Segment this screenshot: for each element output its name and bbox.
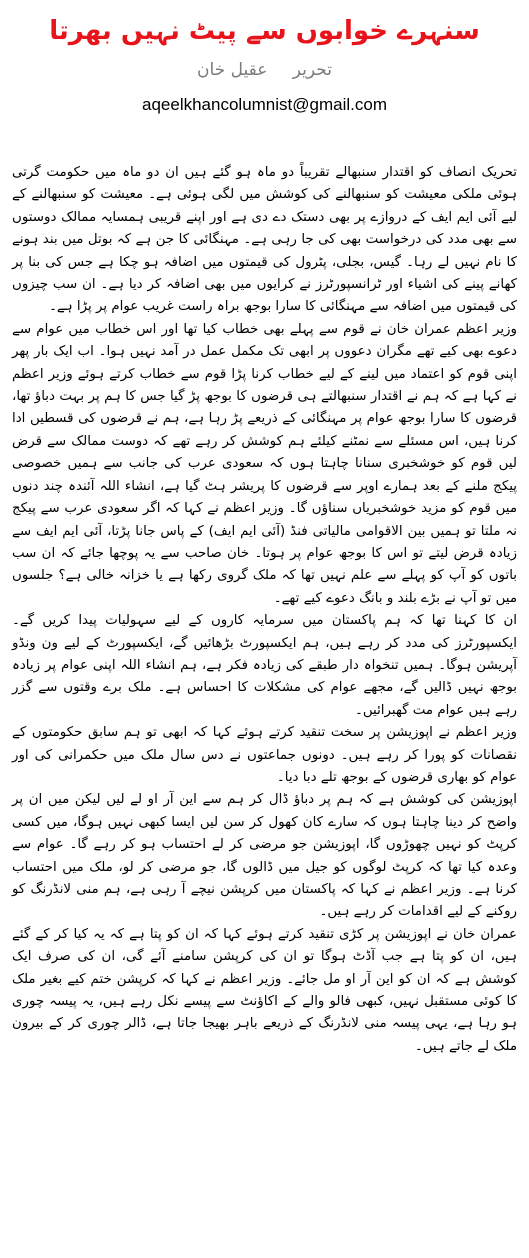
paragraph: ان کا کہنا تھا کہ ہم پاکستان میں سرمایہ کاروں کے لیے سہولیات پیدا کریں گے۔ ایکسپورٹرز کی مدد کر رہے ہیں، ہم ایکسپورٹ بڑھائیں گے، ایکسپورٹ کے لیے ون ونڈو آپریشن ہوگا۔ ہمیں تنخواہ دار طبقے کی زیادہ فکر ہے، ہم انشاء اللہ اپنی عوام پر زیادہ بوجھ نہیں ڈالیں گے، مجھے عوام کی مشکلات کا احساس ہے۔ ملک برے وقتوں سے گزر رہے ہیں عوام مت گھبرائیں۔	[12, 613, 517, 718]
paragraph: وزیر اعظم نے اپوزیشن پر سخت تنقید کرتے ہوئے کہا کہ ابھی تو ہم سابق حکومتوں کے نقصانات کو پورا کر رہے ہیں۔ دونوں جماعتوں نے دس سال ملک میں حکمرانی کی اور عوام کو بھاری قرضوں کے بوجھ تلے دبا دیا۔	[12, 725, 517, 785]
paragraph: تحریک انصاف کو اقتدار سنبھالے تقریباً دو ماہ ہو گئے ہیں ان دو ماہ میں حکومت گرتی ہوئی ملکی معیشت کو سنبھالنے کی کوشش میں لگی ہوئی ہے۔ معیشت کو سنبھالنے کے لیے آئی ایم ایف کے دروازے پر بھی دستک دے دی ہے اور اپنے قریبی ہمسایہ ممالک دوستوں سے بھی مدد کی درخواست بھی کی جا رہی ہے۔ مہنگائی کا جن ہے کہ بوتل میں بند ہونے کا نام نہیں لے رہا۔ گیس، بجلی، پٹرول کی قیمتوں میں اضافہ ہو چکا ہے جس کی بنا پر کھانے پینے کی اشیاء اور ٹرانسپورٹرز نے کرایوں میں بھی اضافہ کر دیا ہے۔ ان سب چیزوں کی قیمتوں میں اضافہ سے مہنگائی کا سارا بوجھ براہ راست غریب عوام پر پڑا ہے۔	[12, 165, 517, 315]
byline	[12, 54, 517, 86]
article-title: سنہرے خوابوں سے پیٹ نہیں بھرتا	[49, 16, 480, 46]
article-body	[12, 162, 517, 1058]
byline-label: تحریر	[292, 60, 332, 80]
paragraph: عمران خان نے اپوزیشن پر کڑی تنقید کرتے ہوئے کہا کہ ان کو پتا ہے کہ یہ کیا کر کے گئے ہیں، ان کو پتا ہے جب آڈٹ ہوگا تو ان کی کرپشن سامنے آئے گی، ان کی صرف ایک کوشش ہے کہ ان کو این آر او مل جائے۔ وزیر اعظم نے کہا کہ کرپشن ختم کیے بغیر ملک کا کوئی مستقبل نہیں، کبھی فالو والے کے اکاؤنٹ سے پیسے نکل رہے ہیں، یہ پیسہ چوری ہو رہا ہے، یہی پیسہ منی لانڈرنگ کے ذریعے باہر بھیجا جاتا ہے، ڈالر چوری کر کے بیرون ملک لے جاتے ہیں۔	[12, 926, 517, 1054]
author-email[interactable]: aqeelkhancolumnist@gmail.com	[142, 95, 387, 114]
paragraph: وزیر اعظم عمران خان نے قوم سے پہلے بھی خطاب کیا تھا اور اس خطاب میں عوام سے دعوے بھی کیے تھے مگران دعووں پر ابھی تک مکمل عمل در آمد نہیں ہوا۔ اب ایک بار پھر اپنی قوم کو اعتماد میں لینے کے لیے خطاب کرنا پڑا قوم سے خطاب کرتے ہوئے وزیر اعظم نے کہا ہے کہ ہم نے اقتدار سنبھالتے ہی قرضوں کا بوجھ پڑ گیا جس کا ہم پر بہت دباؤ تھا، قرضوں کا سارا بوجھ عوام پر مہنگائی کے ذریعے پڑ رہا ہے، ہم نے قرضوں کی قسطیں ادا کرنا ہیں، اس مسئلے سے نمٹنے کیلئے ہم کوشش کر رہے تھے کہ دوست ممالک سے قرض لیں قوم کو خوشخبری سنانا چاہتا ہوں کہ سعودی عرب کی جانب سے ہمیں خصوصی پیکج ملنے کے بعد ہمارے اوپر سے قرضوں کا پریشر ہٹ گیا ہے، انشاء اللہ آئندہ چند دنوں میں قوم کو مزید خوشخبریاں سناؤں گا۔ وزیر اعظم نے کہا کہ اگر سعودی عرب سے پیکج نہ ملتا تو ہمیں بین الاقوامی مالیاتی فنڈ (آئی ایم ایف) کے پاس جانا پڑتا، آئی ایم ایف سے زیادہ قرض لیتے تو اس کا بوجھ عوام پر ہوتا۔ خان صاحب سے یہ پوچھا جائے کہ ان سب باتوں کو آپ کو پہلے سے علم نہیں تھا کہ ملک گروی رکھا ہے یا خزانہ خالی ہے؟ جلسوں میں تو آپ نے بڑے بلند و بانگ دعوے کیے تھے۔	[12, 321, 517, 606]
paragraph: اپوزیشن کی کوشش ہے کہ ہم پر دباؤ ڈال کر ہم سے این آر او لے لیں لیکن میں ان پر واضح کر دینا چاہتا ہوں کہ سارے کان کھول کر سن لیں ایسا کبھی نہیں ہوگا، میں کسی کرپٹ کو نہیں چھوڑوں گا، اپوزیشن جو مرضی کر لے احتساب ہو کر رہے گا۔ عوام سے وعدہ کیا تھا کہ کرپٹ لوگوں کو جیل میں ڈالوں گا، جو مرضی کر لو، ملک میں احتساب کرنا ہے۔ وزیر اعظم نے کہا کہ پاکستان میں کرپشن نیچے آ رہی ہے، ہم منی لانڈرنگ کو روکنے کے لیے اقدامات کر رہے ہیں۔	[12, 792, 517, 920]
author-name: عقیل خان	[197, 60, 268, 80]
